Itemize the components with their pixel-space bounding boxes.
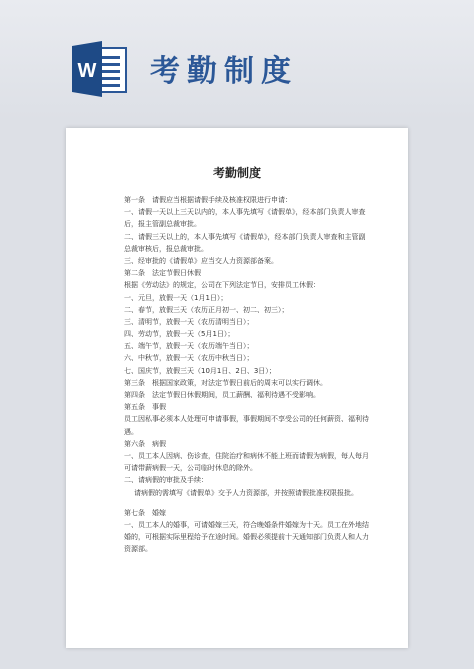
text-line: 一、员工本人的婚事，可请婚嫁三天，符合晚婚条件婚嫁为十天。员工在外地结 — [124, 520, 369, 529]
text-line: 第一条 请假应当根据请假手续及核准权限进行申请： — [124, 196, 292, 204]
text-line: 第四条 法定节假日休假期间，员工薪酬、福利待遇不受影响。 — [124, 391, 320, 399]
text-line: 二、春节，放假三天（农历正月初一、初二、初三）； — [124, 305, 289, 314]
document-title: 考勤制度 — [212, 166, 261, 180]
text-line: 第二条 法定节假日休假 — [124, 269, 201, 278]
text-line: 第五条 事假 — [124, 403, 166, 412]
text-line: 二、请病假的审批及手续： — [124, 476, 208, 485]
word-icon — [68, 38, 130, 100]
document-page — [66, 128, 408, 648]
text-line: 婚的，可根据实际里程给予在途时间。婚假必须提前十天通知部门负责人和人力 — [124, 533, 369, 542]
text-line: 第七条 婚嫁 — [124, 508, 166, 517]
text-line: 请病假的需填写《请假单》交予人力资源部，并按照请假批准权限报批。 — [134, 488, 358, 497]
text-line: 遇。 — [124, 427, 138, 436]
text-line: 一、员工本人因病、伤诊查，住院治疗和病休不能上班而请假为病假，每人每月 — [124, 451, 369, 460]
text-line: 资源部。 — [124, 545, 152, 554]
document-body — [124, 194, 374, 555]
paragraph-gap — [124, 499, 374, 507]
text-line: 后，报主管副总裁审批。 — [124, 220, 201, 229]
text-line: 总裁审核后，报总裁审批。 — [124, 244, 208, 253]
text-line: 四、劳动节，放假一天（5月1日）； — [124, 330, 235, 339]
text-line: 二、请假三天以上的，本人事先填写《请假单》，经本部门负责人审查和主管副 — [124, 232, 366, 241]
text-line: 员工因私事必须本人处理可申请事假，事假期间不享受公司的任何薪资、福利待 — [124, 415, 369, 424]
text-line: 六、中秋节，放假一天（农历中秋当日）； — [124, 354, 254, 363]
text-line: 第三条 根据国家政策，对法定节假日前后的周末可以实行调休。 — [124, 378, 327, 387]
text-line: 根据《劳动法》的规定，公司在下列法定节日，安排员工休假： — [124, 281, 320, 290]
banner-title: 考勤制度 — [150, 54, 298, 89]
text-line: 一、请假一天以上三天以内的，本人事先填写《请假单》，经本部门负责人审查 — [124, 208, 366, 217]
text-line: 三、清明节，放假一天（农历清明当日）； — [124, 317, 254, 326]
header-banner — [0, 0, 474, 120]
text-line: 第六条 病假 — [124, 439, 166, 448]
text-line: 七、国庆节，放假三天（10月1日、2日、3日）； — [124, 366, 276, 375]
text-line: 五、端午节，放假一天（农历端午当日）； — [124, 342, 254, 351]
text-line: 三、经审批的《请假单》应当交人力资源部备案。 — [124, 256, 278, 265]
text-line: 可请带薪病假一天，公司临时休息的除外。 — [124, 464, 257, 473]
word-logo-letter: W — [77, 60, 97, 82]
text-line: 一、元旦，放假一天（1月1日）； — [124, 293, 228, 302]
